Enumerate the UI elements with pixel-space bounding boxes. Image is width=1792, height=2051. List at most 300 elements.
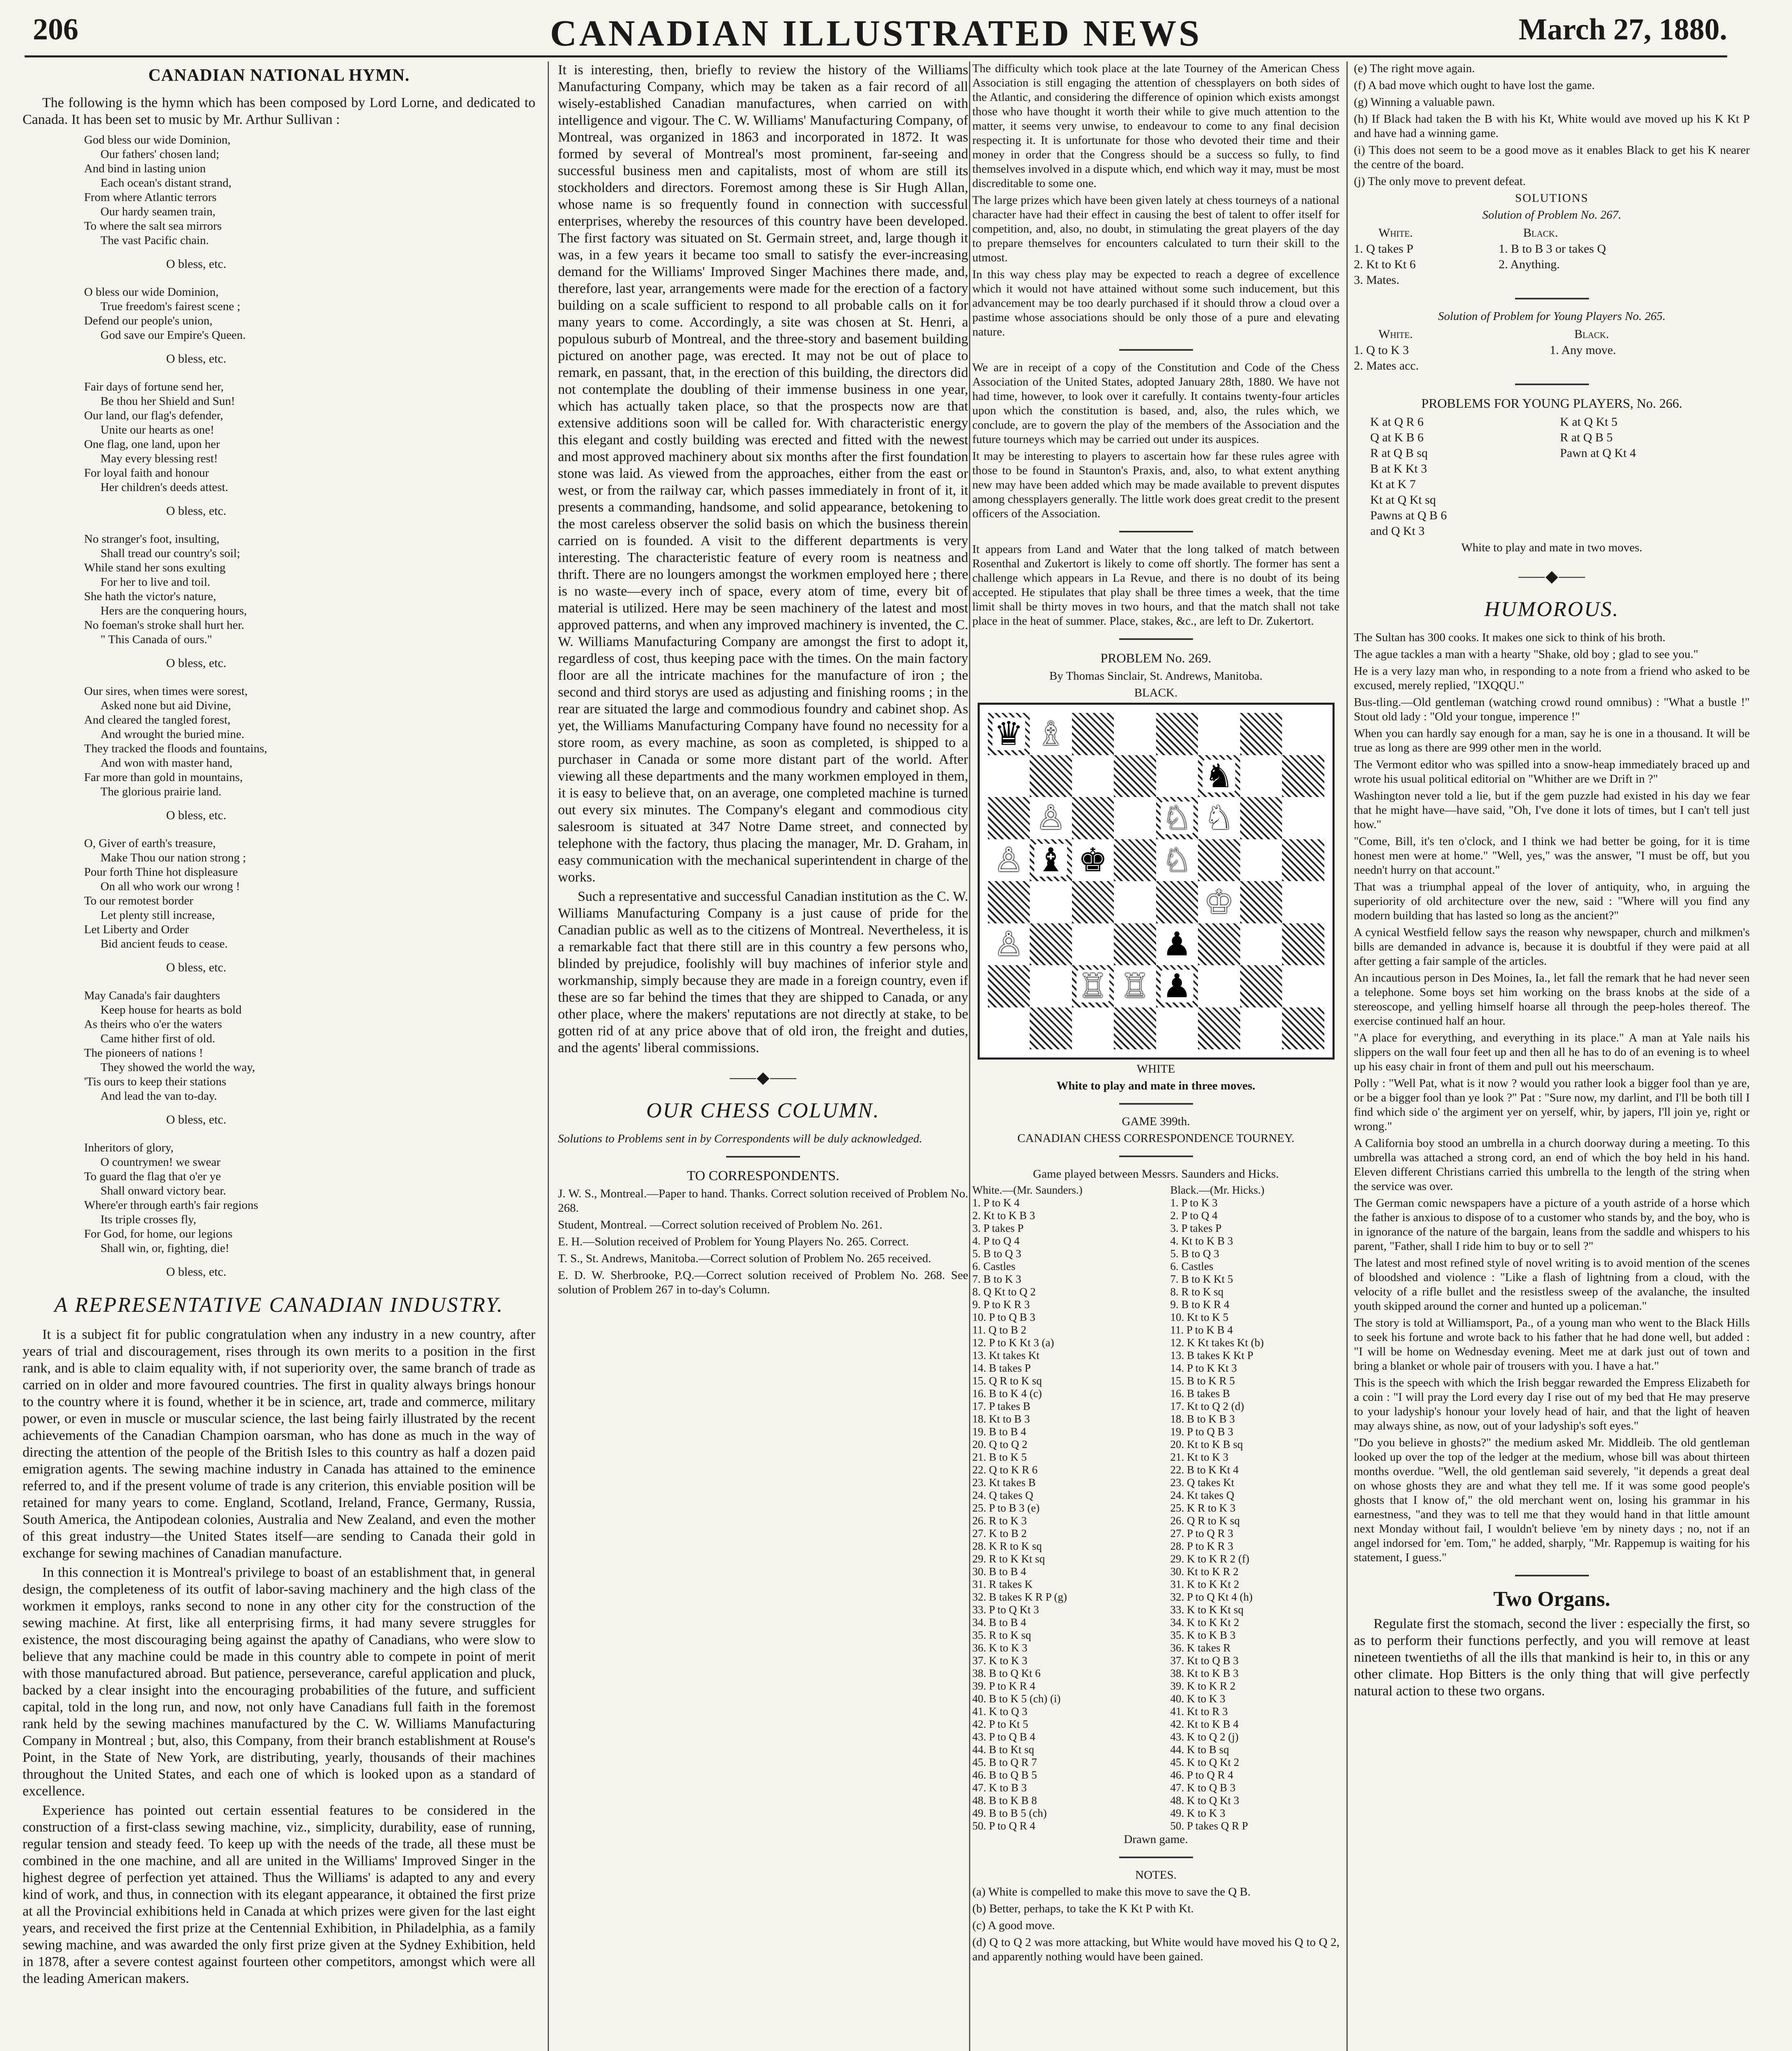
hymn-line: To our remotest border xyxy=(84,894,194,907)
hymn-line: The pioneers of nations ! xyxy=(84,1046,203,1060)
piece-glyph: ♖ xyxy=(1118,970,1151,1003)
hymn-refrain: O bless, etc. xyxy=(166,809,226,822)
humorous-item: The German comic newspapers have a picture of a youth astride of a horse which the father is anxious to dispose of to a customer who stands by, and the boy, who is in ignorance of the nature of the bargain, leans from the saddle and whispers to his parent, "Father, shall I ride him to buy or to sell ?" xyxy=(1354,1197,1750,1253)
black-move: 2. P to Q 4 xyxy=(1170,1209,1218,1222)
hymn-line: Each ocean's distant strand, xyxy=(101,176,232,190)
board-square-h4 xyxy=(1282,881,1324,923)
black-move: 4. Kt to K B 3 xyxy=(1170,1235,1233,1247)
board-square-g5 xyxy=(1240,839,1282,882)
white-move: 38. B to Q Kt 6 xyxy=(972,1667,1041,1679)
humorous-item: The ague tackles a man with a hearty "Shake, old boy ; glad to see you." xyxy=(1354,648,1698,661)
notes-list xyxy=(972,1885,1339,1964)
move-row xyxy=(972,1413,1339,1425)
move-row xyxy=(972,1197,1339,1209)
board-square-d8 xyxy=(1114,713,1156,755)
move-row xyxy=(972,1298,1339,1311)
young-problem-pieces xyxy=(1370,414,1750,539)
board-square-d3 xyxy=(1114,923,1156,966)
move-row xyxy=(972,1680,1339,1692)
black-move: 38. Kt to K B 3 xyxy=(1170,1667,1239,1679)
piece-glyph: ♟ xyxy=(1161,928,1193,961)
white-move: 28. K R to K sq xyxy=(972,1540,1042,1552)
column-rule xyxy=(1346,62,1348,2051)
board-square-h1 xyxy=(1282,1007,1324,1050)
humorous-item: The story is told at Williamsport, Pa., of a young man who went to the Black Hills to seek his fortune and wrote back to his father that he had done well, but added : "I will be home on Wednesday evening. Meet me at dark just out of town and bring a blanket or whole pair of trousers with you. I have a hat." xyxy=(1354,1316,1750,1373)
board-square-c2 xyxy=(1072,965,1114,1007)
hymn-line: Our sires, when times were sorest, xyxy=(84,685,248,698)
game-title: GAME 399th. xyxy=(1122,1115,1190,1128)
column-2 xyxy=(558,62,968,2051)
column-rule xyxy=(548,62,549,2051)
hymn-line: As theirs who o'er the waters xyxy=(84,1018,222,1031)
black-move: 8. R to K sq xyxy=(1170,1286,1224,1298)
solution-move xyxy=(1550,358,1750,374)
board-square-f6 xyxy=(1198,797,1240,839)
hymn-line: Fair days of fortune send her, xyxy=(84,380,224,393)
black-move: 48. K to Q Kt 3 xyxy=(1170,1794,1239,1807)
industry-paragraph: It is interesting, then, briefly to review the history of the Williams Manufacturing Company, which may be taken as a fair record of all wisely-established Canadian manufactures, when carried on with intelligence and vigour. The C. W. Williams' Manufacturing Company, of Montreal, was organized in 1863 and incorporated in 1872. It was formed by several of Montreal's most prominent, far-seeing and successful business men and capitalists, most of whom are still its stockholders and directors. Foremost among these is Sir Hugh Allan, whose name is so frequently found in connection with successful enterprises, whereby the resources of this country have been developed. The first factory was situated on St. Germain street, and, large though it was, in a few years it became too small to satisfy the ever-increasing demand for the Williams' Improved Singer Machines there made, and, therefore, last year, arrangements were made for the erection of a factory building on a scale sufficient to respond to all probable calls on it for many years to come. Accordingly, a site was chosen at St. Henri, a populous suburb of Montreal, and the three-story and basement building pictured on another page, was erected. It may not be out of place to remark, en passant, that, in the erection of this building, the directors did not contemplate the doubling of their immense business in one year, which has actually taken place, so that the prospects now are that extensive additions soon will be called for. With characteristic energy this elegant and costly building was erected and fitted with the newest and most approved machinery about six months after the first foundation stone was laid. As viewed from the approaches, either from the east or west, or from the railway car, which passes immediately in front of it, it presents a commanding, handsome, and solid appearance, betokening to the most careless observer the solid basis on which the business therein carried on is founded. A visit to the different departments is very interesting. The characteristic feature of every room is neatness and thrift. There are no loungers amongst the workmen employed here ; there is no waste—every inch of space, every atom of time, every bit of material is utilized. Here may be seen machinery of the latest and most approved patterns, and when any improved machinery is invented, the C. W. Williams Manufacturing Company are amongst the first to adopt it, regardless of cost, thus keeping pace with the times. On the main factory floor are all the intricate machines for the manufacture of iron ; the second and third storys are used as adjusting and finishing rooms ; in the rear are situated the large and commodious foundry and cabinet shop. As yet, the Williams Manufacturing Company have found no necessity for a store room, as every machine, as soon as completed, is shipped to a purchaser in Canada or some more distant part of the world. After viewing all these departments and the many workmen employed in them, it is easy to believe that, on an average, one completed machine is turned out every six minutes. The Company's elegant and commodious city salesroom is situated at 347 Notre Dame street, and connected by telephone with the factory, thus placing the manager, Mr. D. Graham, in easy communication with the mechanical superintendent in charge of the works. xyxy=(558,62,968,885)
black-move: 21. Kt to K 3 xyxy=(1170,1451,1229,1463)
solutions-heading: SOLUTIONS xyxy=(1515,192,1589,205)
board-square-c3 xyxy=(1072,923,1114,966)
black-move: 32. P to Q Kt 4 (h) xyxy=(1170,1591,1253,1603)
piece-glyph: ♗ xyxy=(1034,717,1067,750)
hymn-line: The glorious prairie land. xyxy=(101,785,222,798)
game-note: (e) The right move again. xyxy=(1354,62,1475,75)
move-row xyxy=(972,1209,1339,1222)
humorous-item: Washington never told a lie, but if the gem puzzle had existed in his day we fear that he might have—have said, "Oh, I've done it lots of times, but I can't tell just how." xyxy=(1354,789,1750,831)
board-square-h8 xyxy=(1282,713,1324,755)
chess-news: It appears from Land and Water that the long talked of match between Rosenthal and Zukertort is likely to come off shortly. The former has sent a challenge which appears in La Revue, and there is no doubt of its being accepted. He stipulates that play shall be three times a week, that the time limit shall be thirty moves in two hours, and that the match shall not take place in the heat of summer. Place, stakes, &c., are left to Dr. Zukertort. xyxy=(972,543,1339,628)
white-move: 40. B to K 5 (ch) (i) xyxy=(972,1692,1061,1705)
move-row xyxy=(972,1591,1339,1603)
white-piece-position: R at Q B sq xyxy=(1370,446,1428,460)
move-row xyxy=(972,1578,1339,1591)
chess-news: In this way chess play may be expected to reach a degree of excellence which it would not have attained without some such inducement, but this advancement may be too dearly purchased if it should throw a cloud over a pastime whose associations should be only those of a pure and elevating nature. xyxy=(972,268,1339,338)
move-row xyxy=(972,1247,1339,1260)
white-piece-position: K at Q R 6 xyxy=(1370,415,1424,429)
white-move: 48. B to K B 8 xyxy=(972,1794,1037,1807)
chess-piece-icon xyxy=(1030,713,1072,755)
divider xyxy=(1515,298,1589,299)
black-move: 30. Kt to K R 2 xyxy=(1170,1565,1239,1578)
industry-paragraph: It is a subject fit for public congratulation when any industry in a new country, after years of trial and discouragement, rises through its own merits to a position in the first rank, and is able to claim equality with, if not superiority over, the same branch of trade as carried on in older and more favoured countries. The first in quality always brings honour to the country where it is found, whether it be in science, art, trade and commerce, military power, or even in muscle or muscular science, the last being fairly illustrated by the recent achievements of the Canadian Champion oarsman, who has done as much in the way of directing the attention of the people of the British Isles to this country as half a dozen paid emigration agents. The sewing machine industry in Canada has attained to the eminence referred to, and if the present volume of trade is any criterion, this enviable position will be retained for many years to come. England, Scotland, Ireland, France, Germany, Russia, South America, the Antipodean colonies, Australia and New Zealand, and even the mother of this great industry—the United States itself—are sending to Canada their gold in exchange for sewing machines of Canadian manufacture. xyxy=(23,1327,535,1561)
black-move: 40. K to K 3 xyxy=(1170,1692,1225,1705)
solutions-note: Solutions to Problems sent in by Correspondents will be duly acknowledged. xyxy=(558,1132,922,1145)
board-square-c8 xyxy=(1072,713,1114,755)
move-row xyxy=(972,1642,1339,1654)
move-row xyxy=(972,1235,1339,1247)
hymn-line: For loyal faith and honour xyxy=(84,466,209,480)
young-white-pieces xyxy=(1370,414,1560,539)
move-row xyxy=(972,1311,1339,1324)
move-row xyxy=(972,1375,1339,1387)
chess-piece-icon xyxy=(1156,965,1198,1007)
problem-title: PROBLEM No. 269. xyxy=(1100,651,1211,665)
white-move: 30. B to B 4 xyxy=(972,1565,1026,1578)
black-move: 24. Kt takes Q xyxy=(1170,1489,1234,1501)
game-note: (i) This does not seem to be a good move as it enables Black to get his K nearer the centre of the board. xyxy=(1354,144,1750,171)
game-subtitle: CANADIAN CHESS CORRESPONDENCE TOURNEY. xyxy=(1017,1132,1295,1145)
white-move: 24. Q takes Q xyxy=(972,1489,1033,1501)
white-piece-position: and Q Kt 3 xyxy=(1370,524,1425,538)
black-move: 22. B to K Kt 4 xyxy=(1170,1464,1239,1476)
board-square-g8 xyxy=(1240,713,1282,755)
black-move: 14. P to K Kt 3 xyxy=(1170,1362,1237,1374)
board-square-e3 xyxy=(1156,923,1198,966)
board-square-d6 xyxy=(1114,797,1156,839)
piece-glyph: ♛ xyxy=(992,717,1025,750)
black-move: 35. K to K B 3 xyxy=(1170,1629,1236,1641)
board-square-e7 xyxy=(1156,755,1198,797)
white-piece-position: B at K Kt 3 xyxy=(1370,462,1427,475)
white-piece-position: Kt at K 7 xyxy=(1370,477,1416,491)
humorous-item: The Sultan has 300 cooks. It makes one sick to think of his broth. xyxy=(1354,631,1666,644)
move-row xyxy=(972,1616,1339,1629)
correspondent-entry: Student, Montreal. —Correct solution received of Problem No. 261. xyxy=(558,1218,882,1231)
hymn-stanza xyxy=(84,133,535,248)
organs-heading: Two Organs. xyxy=(1493,1587,1611,1611)
chess-piece-icon xyxy=(988,923,1030,966)
hymn-line: Her children's deeds attest. xyxy=(101,481,229,494)
move-row xyxy=(972,1820,1339,1832)
black-move: 6. Castles xyxy=(1170,1260,1214,1272)
notes-heading: NOTES. xyxy=(1135,1868,1177,1882)
notes-list xyxy=(1354,62,1750,189)
divider xyxy=(1119,1156,1193,1157)
move-row xyxy=(972,1489,1339,1502)
piece-glyph: ♖ xyxy=(1077,970,1109,1003)
white-move: 10. P to Q B 3 xyxy=(972,1311,1035,1323)
correspondents-heading: TO CORRESPONDENTS. xyxy=(687,1168,839,1183)
chess-piece-icon xyxy=(988,839,1030,882)
hymn-poem xyxy=(84,133,535,1279)
solution-move: 2. Kt to Kt 6 xyxy=(1354,258,1416,271)
black-move: 28. P to K R 3 xyxy=(1170,1540,1234,1552)
white-move: 4. P to Q 4 xyxy=(972,1235,1020,1247)
move-row xyxy=(972,1476,1339,1489)
hymn-line: Unite our hearts as one! xyxy=(101,423,215,436)
move-row xyxy=(972,1565,1339,1578)
hymn-line: Shall win, or, fighting, die! xyxy=(101,1242,229,1255)
game-note: (b) Better, perhaps, to take the K Kt P with Kt. xyxy=(972,1902,1194,1915)
chess-news: The difficulty which took place at the late Tourney of the American Chess Association is still engaging the attention of chessplayers on both sides of the Atlantic, and considering the difference of opinion which exists amongst those who have thought it worth their while to give much attention to the matter, it seems very unwise, to endeavour to come to any final decision respecting it. It is unfortunate for those who devoted their time and their money in order that the Congress should be a success so fully, to find themselves involved in a dispute which, end which way it may, must be most discreditable to some one. xyxy=(972,62,1339,190)
board-square-h5 xyxy=(1282,839,1324,882)
hymn-refrain: O bless, etc. xyxy=(166,257,226,271)
chess-piece-icon xyxy=(1072,965,1114,1007)
black-move: 7. B to K Kt 5 xyxy=(1170,1273,1233,1285)
board-square-b5 xyxy=(1030,839,1072,882)
black-move: 5. B to Q 3 xyxy=(1170,1247,1219,1260)
young-black-pieces xyxy=(1560,414,1750,539)
move-row xyxy=(972,1324,1339,1336)
industry-paragraph: Experience has pointed out certain essential features to be considered in the construction of a first-class sewing machine, viz., simplicity, durability, ease of running, regular tension and steady feed. To keep up with the needs of the trade, all these must be combined in the one machine, and all are united in the Williams' Improved Singer in the highest degree of perfection yet attained. Thus the Williams' is adapted to any and every kind of work, and thus, in connection with its elegant appearance, it obtained the first prize at all the Provincial exhibitions held in Canada at which prizes were given for the last eight years, and received the first prize at the Centennial Exhibition, in Philadelphia, as a family sewing machine, and was awarded the only first prize given at the Sydney Exhibition, held in 1878, after a severe contest against fourteen other competitors, amongst which were all the leading American makers. xyxy=(23,1803,535,1986)
board-square-a1 xyxy=(988,1007,1030,1050)
solution-white-head: White. xyxy=(1378,327,1413,341)
solution-265-table xyxy=(1354,326,1750,374)
industry-paragraph: Such a representative and successful Canadian institution as the C. W. Williams Manufacturing Company is a just cause of pride for the Canadian public as well as to the citizens of Montreal. Nevertheless, it is a remarkable fact that there still are in this country a few persons who, blinded by prejudice, foolishly will buy machines of inferior style and workmanship, simply because they are made in a foreign country, even if these are so far behind the times that they are shipped to Canada, or any other place, where the makers' reputations are not directly at stake, to be gotten rid of at any price above that of old iron, the freight and duties, and the agents' liberal commissions. xyxy=(558,889,968,1055)
piece-glyph: ♘ xyxy=(1161,802,1193,834)
section-ornament: ⸺◆⸺ xyxy=(729,1068,798,1087)
black-move: 18. B to K B 3 xyxy=(1170,1413,1235,1425)
black-piece-position: R at Q B 5 xyxy=(1560,431,1613,444)
hymn-line: Far more than gold in mountains, xyxy=(84,771,243,784)
move-row xyxy=(972,1756,1339,1769)
white-move: 37. K to K 3 xyxy=(972,1654,1028,1667)
white-move: 6. Castles xyxy=(972,1260,1015,1272)
black-move: 10. Kt to K 5 xyxy=(1170,1311,1229,1323)
hymn-stanza xyxy=(84,1141,535,1256)
hymn-line: And lead the van to-day. xyxy=(101,1089,217,1103)
board-square-b8 xyxy=(1030,713,1072,755)
hymn-line: Defend our people's union, xyxy=(84,314,213,327)
hymn-line: No foeman's stroke shall hurt her. xyxy=(84,619,245,632)
game-note: (c) A good move. xyxy=(972,1919,1055,1932)
hymn-line: " This Canada of ours." xyxy=(101,633,213,646)
white-player-head: White.—(Mr. Saunders.) xyxy=(972,1184,1083,1196)
white-move: 42. P to Kt 5 xyxy=(972,1718,1029,1730)
piece-glyph: ♝ xyxy=(1034,844,1067,877)
white-move: 44. B to Kt sq xyxy=(972,1743,1034,1756)
board-square-a4 xyxy=(988,881,1030,923)
game-note: (f) A bad move which ought to have lost the game. xyxy=(1354,79,1595,92)
move-row xyxy=(972,1667,1339,1680)
black-move: 45. K to Q Kt 2 xyxy=(1170,1756,1239,1768)
chess-piece-icon xyxy=(1156,839,1198,882)
divider xyxy=(1119,1857,1193,1858)
board-square-e2 xyxy=(1156,965,1198,1007)
board-square-g2 xyxy=(1240,965,1282,1007)
white-move: 18. Kt to B 3 xyxy=(972,1413,1030,1425)
move-row xyxy=(972,1362,1339,1375)
move-row xyxy=(972,1540,1339,1553)
board-square-d1 xyxy=(1114,1007,1156,1050)
black-piece-position: Pawn at Q Kt 4 xyxy=(1560,446,1636,460)
move-row xyxy=(972,1743,1339,1756)
white-move: 49. B to B 5 (ch) xyxy=(972,1807,1047,1819)
white-move: 19. B to B 4 xyxy=(972,1425,1026,1438)
move-row xyxy=(972,1222,1339,1235)
board-square-h6 xyxy=(1282,797,1324,839)
hymn-line: Asked none but aid Divine, xyxy=(101,699,231,712)
hymn-refrain: O bless, etc. xyxy=(166,656,226,670)
solution-move: 1. Any move. xyxy=(1550,343,1616,357)
game-note: (j) The only move to prevent defeat. xyxy=(1354,175,1526,188)
hymn-line: While stand her sons exulting xyxy=(84,561,226,574)
hymn-refrain: O bless, etc. xyxy=(166,961,226,974)
black-move: 15. B to K R 5 xyxy=(1170,1375,1235,1387)
white-move: 2. Kt to K B 3 xyxy=(972,1209,1035,1222)
white-move: 41. K to Q 3 xyxy=(972,1705,1028,1718)
hymn-stanza xyxy=(84,684,535,799)
board-square-g6 xyxy=(1240,797,1282,839)
hymn-stanza xyxy=(84,285,535,343)
column-1 xyxy=(23,62,535,2051)
young-problem-title: PROBLEMS FOR YOUNG PLAYERS, No. 266. xyxy=(1421,396,1682,411)
board-square-d2 xyxy=(1114,965,1156,1007)
move-row xyxy=(972,1349,1339,1362)
correspondent-entry: J. W. S., Montreal.—Paper to hand. Thanks. Correct solution received of Problem No. 268. xyxy=(558,1187,968,1215)
hymn-line: Let plenty still increase, xyxy=(101,909,215,922)
game-note: (h) If Black had taken the B with his Kt, White would ave moved up his K Kt P and have had a winning game. xyxy=(1354,112,1750,140)
solution-move: 2. Mates acc. xyxy=(1354,359,1419,372)
hymn-line: One flag, one land, upon her xyxy=(84,438,220,451)
white-move: 9. P to K R 3 xyxy=(972,1298,1030,1311)
correspondent-entry: T. S., St. Andrews, Manitoba.—Correct solution of Problem No. 265 received. xyxy=(558,1252,931,1265)
humorous-heading: HUMOROUS. xyxy=(1484,598,1619,621)
white-move: 8. Q Kt to Q 2 xyxy=(972,1286,1036,1298)
white-move: 11. Q to B 2 xyxy=(972,1324,1026,1336)
young-problem-stipulation: White to play and mate in two moves. xyxy=(1461,541,1643,554)
board-square-e5 xyxy=(1156,839,1198,882)
game-note: (d) Q to Q 2 was more attacking, but White would have moved his Q to Q 2, and apparently nothing would have been gained. xyxy=(972,1936,1339,1963)
board-square-f8 xyxy=(1198,713,1240,755)
black-move: 17. Kt to Q 2 (d) xyxy=(1170,1400,1244,1412)
black-move: 29. K to K R 2 (f) xyxy=(1170,1553,1250,1565)
piece-glyph: ♟ xyxy=(1161,970,1193,1003)
board-square-h7 xyxy=(1282,755,1324,797)
solution-move: 1. Q takes P xyxy=(1354,242,1413,256)
board-square-e6 xyxy=(1156,797,1198,839)
hymn-line: Our fathers' chosen land; xyxy=(101,148,219,161)
divider xyxy=(1119,531,1193,532)
white-move: 46. B to Q B 5 xyxy=(972,1769,1037,1781)
board-square-g1 xyxy=(1240,1007,1282,1050)
page-number: 206 xyxy=(33,13,78,46)
move-row xyxy=(972,1692,1339,1705)
column-rule xyxy=(969,62,970,2051)
solution-move: 1. Q to K 3 xyxy=(1354,343,1409,357)
chess-heading: OUR CHESS COLUMN. xyxy=(646,1099,880,1122)
hymn-line: Our land, our flag's defender, xyxy=(84,409,224,422)
white-move: 21. B to K 5 xyxy=(972,1451,1027,1463)
black-player-head: Black.—(Mr. Hicks.) xyxy=(1170,1184,1264,1196)
white-move: 47. K to B 3 xyxy=(972,1781,1027,1794)
board-square-f3 xyxy=(1198,923,1240,966)
board-square-b4 xyxy=(1030,881,1072,923)
hymn-stanza xyxy=(84,989,535,1103)
hymn-line: May Canada's fair daughters xyxy=(84,989,220,1002)
chess-piece-icon xyxy=(1198,755,1240,797)
hymn-line: Came hither first of old. xyxy=(101,1032,215,1045)
move-row xyxy=(972,1502,1339,1514)
move-row xyxy=(972,1425,1339,1438)
move-row xyxy=(972,1654,1339,1667)
paper-title: CANADIAN ILLUSTRATED NEWS xyxy=(550,13,1202,54)
hymn-line: Be thou her Shield and Sun! xyxy=(101,395,235,408)
hymn-line: God bless our wide Dominion, xyxy=(84,133,231,146)
hymn-line: Let Liberty and Order xyxy=(84,923,189,936)
hymn-line: She hath the victor's nature, xyxy=(84,590,216,603)
black-move: 34. K to K Kt 2 xyxy=(1170,1616,1239,1628)
hymn-stanza xyxy=(84,836,535,951)
board-square-e4 xyxy=(1156,881,1198,923)
divider xyxy=(1119,638,1193,640)
white-move: 39. P to K R 4 xyxy=(972,1680,1035,1692)
solution-black-head: Black. xyxy=(1523,226,1558,240)
black-move: 23. Q takes Kt xyxy=(1170,1476,1234,1489)
board-square-g7 xyxy=(1240,755,1282,797)
board-label-white: WHITE xyxy=(1136,1062,1175,1076)
hymn-line: True freedom's fairest scene ; xyxy=(101,300,240,313)
board-square-b2 xyxy=(1030,965,1072,1007)
hymn-line: And won with master hand, xyxy=(101,756,233,770)
move-row xyxy=(972,1273,1339,1286)
column-3 xyxy=(972,62,1339,2051)
solution-move xyxy=(1499,272,1750,288)
move-row xyxy=(972,1731,1339,1743)
organs-text: Regulate first the stomach, second the liver : especially the first, so as to perform their functions perfectly, and you will remove at least nineteen twentieths of all the ills that mankind is heir to, in this or any other climate. Hop Bitters is the only thing that will give perfectly natural action to these two organs. xyxy=(1354,1616,1750,1699)
white-move: 35. R to K sq xyxy=(972,1629,1031,1641)
game-result: Drawn game. xyxy=(1124,1833,1188,1846)
black-move: 41. Kt to R 3 xyxy=(1170,1705,1228,1718)
move-row xyxy=(972,1438,1339,1451)
board-square-e8 xyxy=(1156,713,1198,755)
hymn-line: Hers are the conquering hours, xyxy=(101,604,247,617)
white-move: 25. P to B 3 (e) xyxy=(972,1502,1040,1514)
board-square-h3 xyxy=(1282,923,1324,966)
piece-glyph: ♘ xyxy=(1161,844,1193,877)
black-move: 9. B to K R 4 xyxy=(1170,1298,1230,1311)
hymn-line: Its triple crosses fly, xyxy=(101,1213,197,1226)
hymn-line: Keep house for hearts as bold xyxy=(101,1003,242,1016)
hymn-line: And cleared the tangled forest, xyxy=(84,713,231,726)
white-move: 36. K to K 3 xyxy=(972,1642,1028,1654)
solution-move: 2. Anything. xyxy=(1498,258,1560,271)
white-move: 13. Kt takes Kt xyxy=(972,1349,1040,1361)
humorous-item: He is a very lazy man who, in responding to a note from a friend who asked to be excused, merely replied, "IXQQU." xyxy=(1354,665,1750,692)
hymn-line: 'Tis ours to keep their stations xyxy=(84,1075,226,1088)
black-move: 20. Kt to K B sq xyxy=(1170,1438,1243,1450)
game-note: (g) Winning a valuable pawn. xyxy=(1354,96,1495,109)
white-move: 33. P to Q Kt 3 xyxy=(972,1603,1039,1616)
hymn-intro: The following is the hymn which has been composed by Lord Lorne, and dedicated to Canada. It has been set to music by Mr. Arthur Sullivan : xyxy=(23,95,535,127)
humorous-item: "Come, Bill, it's ten o'clock, and I think we had better be going, for it is time honest men were at home." "Well, yes," was the answer, "I must be off, but you needn't hurry on that account." xyxy=(1354,835,1750,877)
chess-news: It may be interesting to players to ascertain how far these rules agree with those to be found in Staunton's Praxis, and, also, to what extent anything new may have been added which may be made available to prevent disputes among chessplayers generally. The little work does great credit to the present officers of the Association. xyxy=(972,450,1339,520)
section-ornament: ⸺◆⸺ xyxy=(1518,567,1586,585)
white-move: 15. Q R to K sq xyxy=(972,1375,1042,1387)
piece-glyph: ♚ xyxy=(1077,844,1109,877)
humorous-item: The latest and most refined style of novel writing is to avoid mention of the scenes of bloodshed and violence : "Like a flash of lightning from a cloud, with the velocity of a rifle bullet and the resistless sweep of the avalanche, the insulted youth skipped around the corner and hunted up a policeman." xyxy=(1354,1256,1750,1313)
hymn-heading: CANADIAN NATIONAL HYMN. xyxy=(148,66,410,85)
chess-piece-icon xyxy=(1114,965,1156,1007)
black-move: 31. K to K Kt 2 xyxy=(1170,1578,1239,1590)
black-move: 37. Kt to Q B 3 xyxy=(1170,1654,1239,1667)
board-square-c6 xyxy=(1072,797,1114,839)
board-square-c1 xyxy=(1072,1007,1114,1050)
masthead xyxy=(25,12,1727,57)
white-piece-position: Pawns at Q B 6 xyxy=(1370,509,1447,522)
board-square-b6 xyxy=(1030,797,1072,839)
hymn-line: To guard the flag that o'er ye xyxy=(84,1170,221,1183)
game-players: Game played between Messrs. Saunders and Hicks. xyxy=(1033,1167,1279,1181)
divider xyxy=(726,1156,800,1158)
black-move: 49. K to K 3 xyxy=(1170,1807,1225,1819)
solution-white-head: White. xyxy=(1378,226,1413,240)
board-square-c7 xyxy=(1072,755,1114,797)
hymn-refrain: O bless, etc. xyxy=(166,1113,226,1126)
piece-glyph: ♞ xyxy=(1202,760,1235,793)
hymn-stanza xyxy=(84,532,535,647)
white-move: 5. B to Q 3 xyxy=(972,1247,1022,1260)
white-move: 29. R to K Kt sq xyxy=(972,1553,1045,1565)
humorous-items xyxy=(1354,630,1750,1565)
humorous-item: A California boy stood an umbrella in a church doorway during a meeting. To this umbrella was attached a strong cord, an end of which the boy held in his hand. Eleven different Christians carried this umbrella to the length of the string when the service was over. xyxy=(1354,1137,1750,1193)
solution-267-table xyxy=(1354,225,1750,288)
board-square-a7 xyxy=(988,755,1030,797)
white-move: 12. P to K Kt 3 (a) xyxy=(972,1336,1054,1349)
hymn-line: Where'er through earth's fair regions xyxy=(84,1199,258,1212)
